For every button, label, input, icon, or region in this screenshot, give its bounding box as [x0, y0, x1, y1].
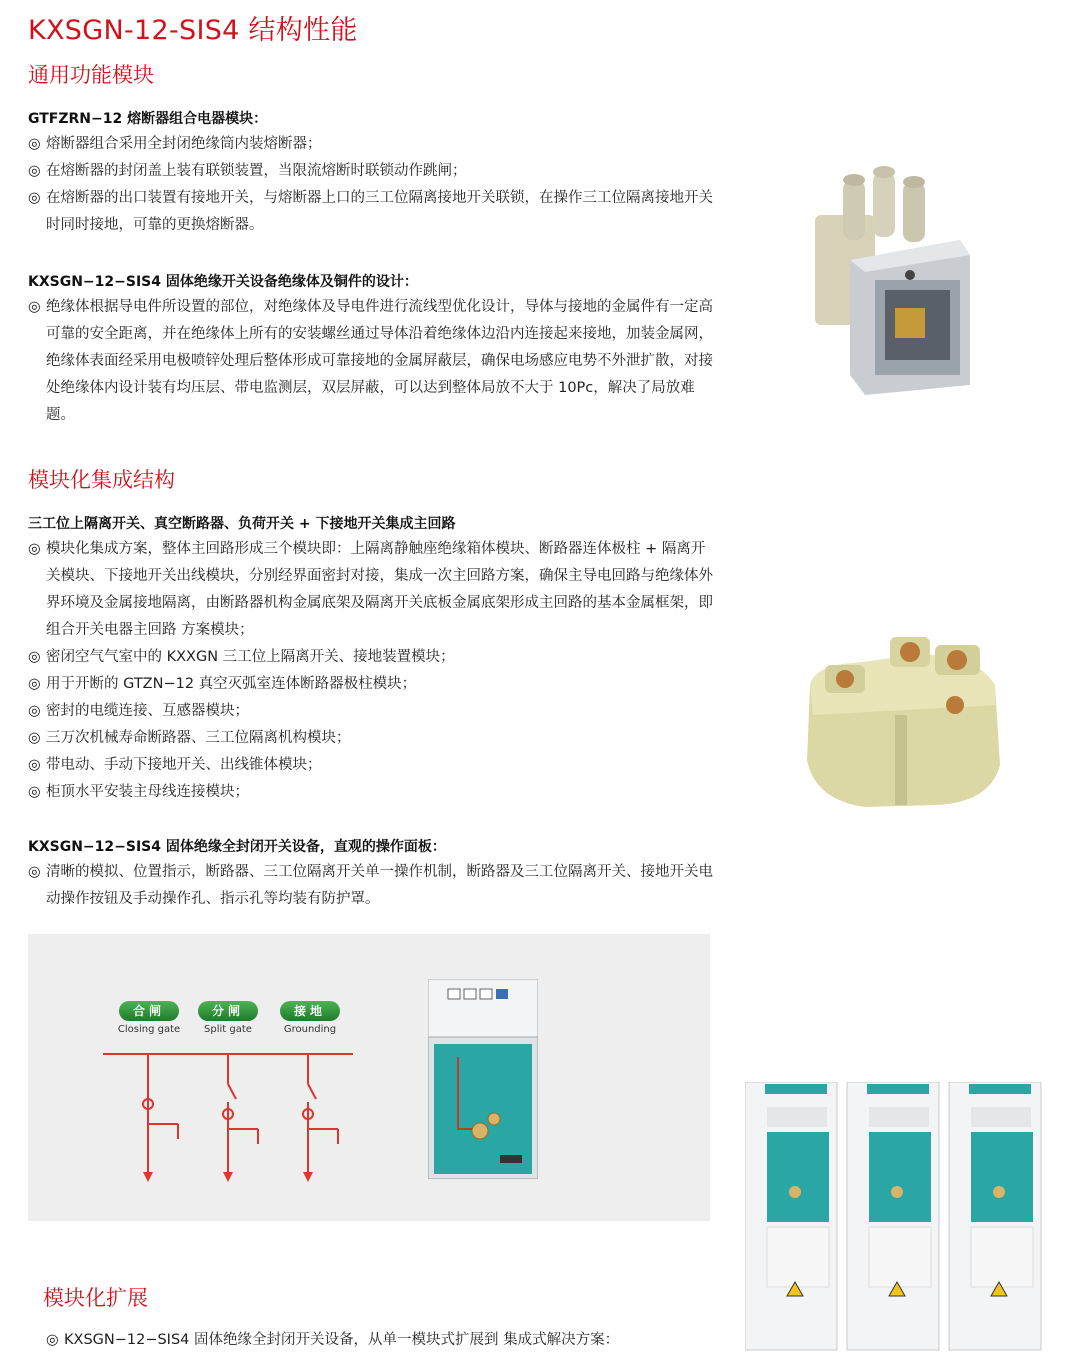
- marker: ◎: [28, 757, 41, 773]
- block1-list: [28, 131, 718, 239]
- operation-panel-figure: [28, 934, 710, 1221]
- section-title-modular-integration: 模块化集成结构: [28, 468, 175, 492]
- list-item: ◎ 三万次机械寿命断路器、三工位隔离机构模块；: [28, 725, 718, 752]
- marker: ◎: [28, 136, 41, 152]
- list-item: ◎ 密封的电缆连接、互感器模块；: [28, 698, 718, 725]
- marker: ◎: [28, 864, 41, 880]
- list-item: ◎ 带电动、手动下接地开关、出线锥体模块；: [28, 752, 718, 779]
- marker: ◎: [28, 299, 41, 315]
- page-title: KXSGN-12-SIS4 结构性能: [28, 15, 358, 46]
- marker: ◎: [28, 190, 41, 206]
- block4-list: [28, 859, 718, 913]
- block2-list: [28, 294, 718, 429]
- marker: ◎: [28, 649, 41, 665]
- closing-gate-caption: Closing gate: [117, 1024, 181, 1035]
- insulation-module-image: [795, 625, 1010, 815]
- marker: ◎: [28, 541, 41, 557]
- block4-heading: KXSGN−12−SIS4 固体绝缘全封闭开关设备，直观的操作面板：: [28, 839, 446, 855]
- section-title-general-modules: 通用功能模块: [28, 63, 154, 87]
- marker: ◎: [28, 163, 41, 179]
- closing-gate-button: 合闸: [119, 1001, 179, 1021]
- marker: ◎: [28, 676, 41, 692]
- block2-heading: KXSGN−12−SIS4 固体绝缘开关设备绝缘体及铜件的设计：: [28, 274, 418, 290]
- list-item: ◎ 在熔断器的出口装置有接地开关，与熔断器上口的三工位隔离接地开关联锁，在操作三工位隔离接地开关时同时接地，可靠的更换熔断器。: [28, 185, 718, 239]
- list-item: ◎ 熔断器组合采用全封闭绝缘筒内装熔断器；: [28, 131, 718, 158]
- section-title-modular-expansion: 模块化扩展: [43, 1286, 148, 1310]
- fuse-module-image: [795, 160, 995, 400]
- marker: ◎: [28, 784, 41, 800]
- cabinet-front-image: [428, 979, 538, 1179]
- block1-heading: GTFZRN−12 熔断器组合电器模块：: [28, 111, 268, 127]
- marker: ◎: [28, 730, 41, 746]
- list-item: ◎ 在熔断器的封闭盖上装有联锁装置，当限流熔断时联锁动作跳闸；: [28, 158, 718, 185]
- block3-heading: 三工位上隔离开关、真空断路器、负荷开关 + 下接地开关集成主回路: [28, 516, 456, 532]
- list-item: ◎ 模块化集成方案，整体主回路形成三个模块即：上隔离静触座绝缘箱体模块、断路器连体极柱 + 隔离开关模块、下接地开关出线模块，分别经界面密封对接，集成一次主回路方案，确保主导电回路与绝缘体外界环境及金属接地隔离，由断路器机构金属底架及隔离开关底板金属底架形成主回路的基本金属框架，即组合开关电器主回路 方案模块；: [28, 536, 718, 644]
- list-item: ◎ 绝缘体根据导电件所设置的部位，对绝缘体及导电件进行流线型优化设计，导体与接地的金属件有一定高可靠的安全距离，并在绝缘体上所有的安装螺丝通过导体沿着绝缘体边沿内连接起来接地，加装金属网，绝缘体表面经采用电极喷锌处理后整体形成可靠接地的金属屏蔽层，确保电场感应电势不外泄扩散，对接处绝缘体内设计装有均压层、带电监测层，双层屏蔽，可以达到整体局放不大于 10Pc，解决了局放难题。: [28, 294, 718, 429]
- list-item: ◎ 清晰的模拟、位置指示，断路器、三工位隔离开关单一操作机制，断路器及三工位隔离开关、接地开关电动操作按钮及手动操作孔、指示孔等均装有防护罩。: [28, 859, 718, 913]
- marker: ◎: [28, 703, 41, 719]
- grounding-caption: Grounding: [283, 1024, 337, 1035]
- split-gate-button: 分闸: [198, 1001, 258, 1021]
- block5-list: [46, 1327, 736, 1354]
- grounding-button: 接地: [280, 1001, 340, 1021]
- block3-list: [28, 536, 718, 806]
- list-item: ◎ 用于开断的 GTZN−12 真空灭弧室连体断路器极柱模块；: [28, 671, 718, 698]
- split-gate-caption: Split gate: [204, 1024, 252, 1035]
- list-item: ◎ 密闭空气气室中的 KXXGN 三工位上隔离开关、接地装置模块；: [28, 644, 718, 671]
- marker: ◎: [46, 1332, 59, 1348]
- cabinet-row-image: [745, 1082, 1065, 1352]
- list-item: ◎ KXSGN−12−SIS4 固体绝缘全封闭开关设备，从单一模块式扩展到 集成式解决方案：: [46, 1327, 736, 1354]
- single-line-diagrams: [98, 1044, 358, 1184]
- list-item: ◎ 柜顶水平安装主母线连接模块；: [28, 779, 718, 806]
